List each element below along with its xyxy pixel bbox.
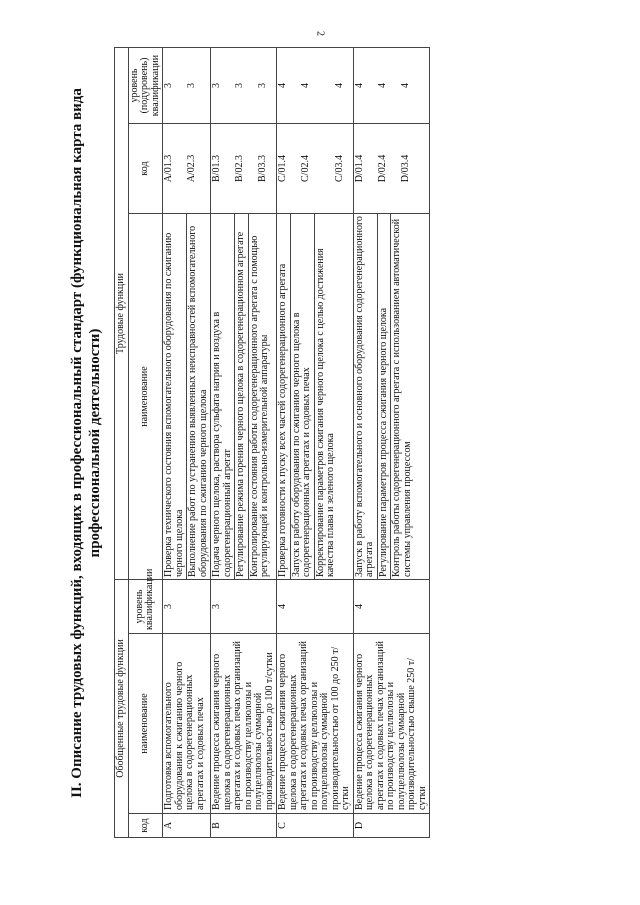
row-code: D xyxy=(353,814,430,838)
sublevel-header: уровень (подуровень) квалификации xyxy=(128,48,163,124)
function-level: 3 xyxy=(186,83,197,88)
function-name-header: наименование xyxy=(128,214,163,580)
function-name: Подача черного щелока, раствора сульфата натрия и воздуха в содорегенерационный агрегат xyxy=(211,214,235,579)
rotated-page xyxy=(68,48,608,838)
row-name: Ведение процесса сжигания черного щелока в содорегенерационных агрегатах и содовых печах организаций по производству целлюлозы и полуцеллюлозы суммарной производительностью до 100 т/сутки xyxy=(211,634,277,814)
function-name: Запуск в работу вспомогательного и основного оборудования содорегенерационного агрегата xyxy=(354,214,378,579)
function-code: D/02.4 xyxy=(376,154,388,183)
function-name: Контроль работы содорегенерационного агрегата с использованием автоматической системы управления процессом xyxy=(391,218,413,577)
function-name: Контролирование состояния работы содорегенерационного агрегата с помощью регулирующей и контрольно-измерительной аппаратуры xyxy=(248,235,270,577)
row-code: C xyxy=(277,814,354,838)
generalized-functions-header: Обобщенные трудовые функции xyxy=(115,580,129,838)
table-row xyxy=(277,48,354,838)
section-title: II. Описание трудовых функций, входящих в профессиональный стандарт (функциональная карта вида профессиональной деятельности) xyxy=(69,88,103,798)
row-code: B xyxy=(211,814,277,838)
row-name: Ведение процесса сжигания черного щелока в содорегенерационных агрегатах и содовых печах организаций по производству целлюлозы и полуцеллюлозы суммарной производительностью свыше 250 т/сутки xyxy=(353,634,430,814)
labor-functions-header: Трудовые функции xyxy=(115,48,129,580)
code-header: код xyxy=(128,814,163,838)
page-number: 2 xyxy=(314,31,326,36)
function-code: D/03.4 xyxy=(399,154,411,183)
function-level: 3 xyxy=(163,83,174,88)
function-code-header: код xyxy=(128,124,163,214)
function-level: 4 xyxy=(334,83,345,88)
function-level: 4 xyxy=(300,83,311,88)
function-code: B/03.3 xyxy=(257,155,268,182)
function-level: 4 xyxy=(277,83,288,88)
functional-map-table-wrap xyxy=(114,48,608,838)
function-name: Проверка готовности к пуску всех частей содорегенерационного агрегата xyxy=(277,214,291,579)
function-level: 3 xyxy=(234,83,245,88)
function-name: Запуск в работу оборудования по сжиганию черного щелока в содорегенерационных агрегатах и содовых печах xyxy=(291,214,315,579)
row-level: 4 xyxy=(353,580,430,634)
function-code: B/02.3 xyxy=(234,155,245,182)
table-row xyxy=(353,48,430,838)
name-header: наименование xyxy=(128,634,163,814)
function-level: 4 xyxy=(353,83,365,88)
function-code: D/01.4 xyxy=(353,154,365,183)
level-header: уровень квалификации xyxy=(128,580,163,634)
function-code: C/02.4 xyxy=(300,155,311,182)
function-name: Регулирование параметров процесса сжигания черного щелока xyxy=(378,214,392,579)
function-code: C/01.4 xyxy=(277,155,288,182)
row-level: 4 xyxy=(277,580,354,634)
function-code: C/03.4 xyxy=(334,155,345,182)
row-level: 3 xyxy=(211,580,277,634)
row-level: 3 xyxy=(163,580,211,634)
function-level: 4 xyxy=(376,83,388,88)
row-name: Ведение процесса сжигания черного щелока в содорегенерационных агрегатах и содовых печах организаций по производству целлюлозы и полуцеллюлозы суммарной производительностью от 100 до 250 т/сутки xyxy=(277,634,354,814)
functional-map-table xyxy=(114,47,430,838)
function-name: Выполнение работ по устранению выявленных неисправностей вспомогательного оборудования по сжиганию черного щелока xyxy=(187,225,209,577)
table-row xyxy=(163,48,211,838)
function-level: 3 xyxy=(257,83,268,88)
function-name: Корректирование параметров сжигания черного щелока с целью достижения качества плава и зеленого щелока xyxy=(314,248,336,577)
function-code: A/01.3 xyxy=(163,154,174,183)
row-code: A xyxy=(163,814,211,838)
function-code: B/01.3 xyxy=(211,155,222,182)
function-level: 3 xyxy=(211,83,222,88)
function-code: A/02.3 xyxy=(186,154,197,183)
table-row xyxy=(211,48,277,838)
function-name: Проверка технического состояния вспомогательного оборудования по сжиганию черного щелока xyxy=(163,214,187,579)
row-name: Подготовка вспомогательного оборудования к сжиганию черного щелока в содорегенерационных агрегатах и содовых печах xyxy=(163,634,211,814)
function-level: 4 xyxy=(399,83,411,88)
function-name: Регулирование режима горения черного щелока в содорегенерационном агрегате xyxy=(235,214,249,579)
